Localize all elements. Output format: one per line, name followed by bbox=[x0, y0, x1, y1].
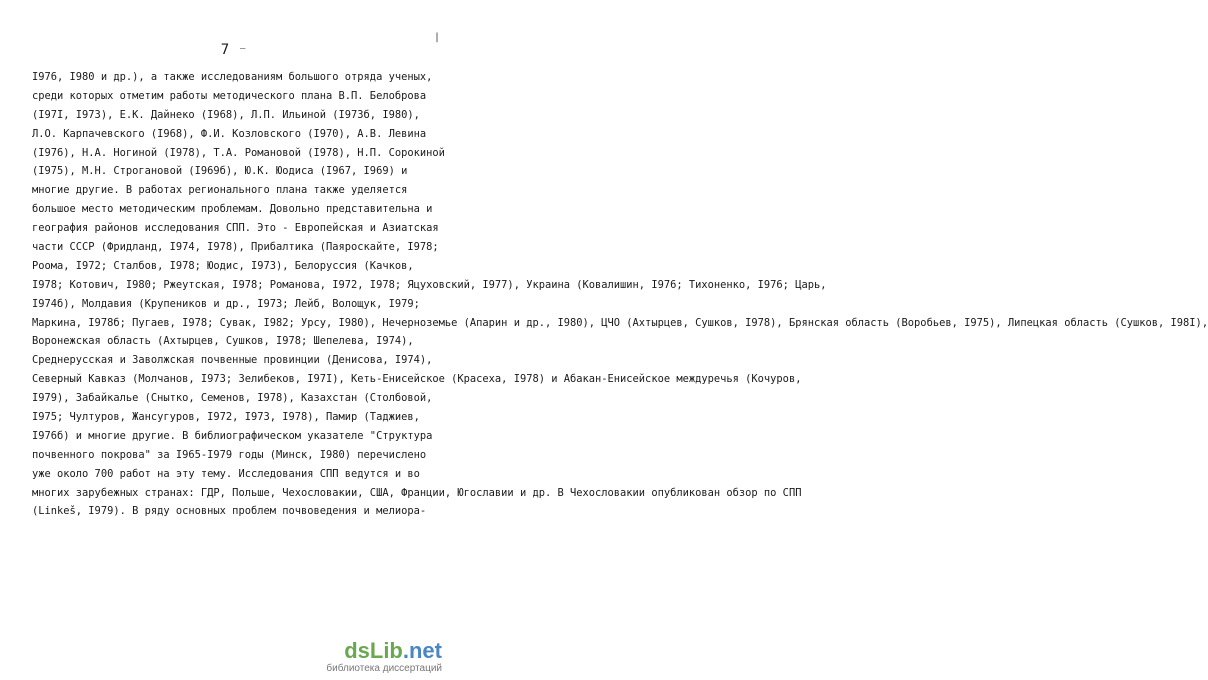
text-line: (Linkeš, I979). В ряду основных проблем почвоведения и мелиора- bbox=[32, 505, 427, 518]
text-line: Воронежская область (Ахтырцев, Сушков, I978; Шепелева, I974), bbox=[32, 335, 414, 348]
text-line: I976б) и многие другие. В библиографическом указателе "Структура bbox=[32, 429, 433, 442]
text-line: большое место методическим проблемам. Довольно представительна и bbox=[32, 203, 433, 216]
text-line: Маркина, I978б; Пугаев, I978; Сувак, I982; Урсу, I980), Нечерноземье (Апарин и др., I980), ЦЧО (Ахтырцев, Сушков, I978), Брянская область (Воробьев, I975), Липецкая область (Сушков, I98I), bbox=[32, 316, 1208, 329]
text-line: Роома, I972; Сталбов, I978; Юодис, I973), Белоруссия (Качков, bbox=[32, 259, 414, 272]
text-line: среди которых отметим работы методического плана В.П. Белоброва bbox=[32, 89, 427, 102]
text-line: (I975), М.Н. Строгановой (I969б), Ю.К. Юодиса (I967, I969) и bbox=[32, 165, 408, 178]
text-line: I974б), Молдавия (Крупеников и др., I973; Лейб, Волощук, I979; bbox=[32, 297, 420, 310]
watermark-logo-main: dsLib bbox=[344, 638, 403, 663]
text-line: уже около 700 работ на эту тему. Исследования СПП ведутся и во bbox=[32, 467, 420, 480]
text-line: (I97I, I973), Е.К. Дайнеко (I968), Л.П. Ильиной (I973б, I980), bbox=[32, 108, 420, 121]
watermark-logo-tld: .net bbox=[402, 638, 442, 663]
text-line: Северный Кавказ (Молчанов, I973; Зелибеков, I97I), Кеть-Енисейское (Красеха, I978) и Абакан-Енисейское междуречья (Кочуров, bbox=[32, 373, 802, 386]
corner-mark: | bbox=[433, 32, 440, 43]
text-line: части СССР (Фридланд, I974, I978), Прибалтика (Паяроскайте, I978; bbox=[32, 241, 439, 254]
text-line: I975; Чултуров, Жансугуров, I972, I973, I978), Памир (Таджиев, bbox=[32, 411, 420, 424]
text-line: I976, I980 и др.), а также исследованиям большого отряда ученых, bbox=[32, 71, 433, 83]
watermark-logo bbox=[242, 639, 442, 663]
text-line: почвенного покрова" за I965-I979 годы (Минск, I980) перечислено bbox=[32, 448, 427, 461]
text-line: география районов исследования СПП. Это - Европейская и Азиатская bbox=[32, 222, 439, 235]
text-line: (I976), Н.А. Ногиной (I978), Т.А. Романовой (I978), Н.П. Сорокиной bbox=[32, 146, 445, 159]
page-number: 7 bbox=[220, 42, 230, 58]
text-line: I979), Забайкалье (Снытко, Семенов, I978), Казахстан (Столбовой, bbox=[32, 392, 433, 405]
watermark-caption: библиотека диссертаций bbox=[326, 663, 442, 674]
tick-mark: – bbox=[240, 44, 246, 54]
text-line: I978; Котович, I980; Ржеутская, I978; Романова, I972, I978; Яцуховский, I977), Украина (Ковалишин, I976; Тихоненко, I976; Царь, bbox=[32, 278, 827, 291]
text-line: многие другие. В работах регионального плана также уделяется bbox=[32, 184, 408, 197]
body-text bbox=[32, 68, 1208, 521]
text-line: многих зарубежных странах: ГДР, Польше, Чехословакии, США, Франции, Югославии и др. В Чехословакии опубликован обзор по СПП bbox=[32, 486, 802, 499]
watermark bbox=[242, 639, 442, 674]
text-line: Л.О. Карпачевского (I968), Ф.И. Козловского (I970), А.В. Левина bbox=[32, 127, 427, 140]
text-line: Среднерусская и Заволжская почвенные провинции (Денисова, I974), bbox=[32, 354, 433, 367]
